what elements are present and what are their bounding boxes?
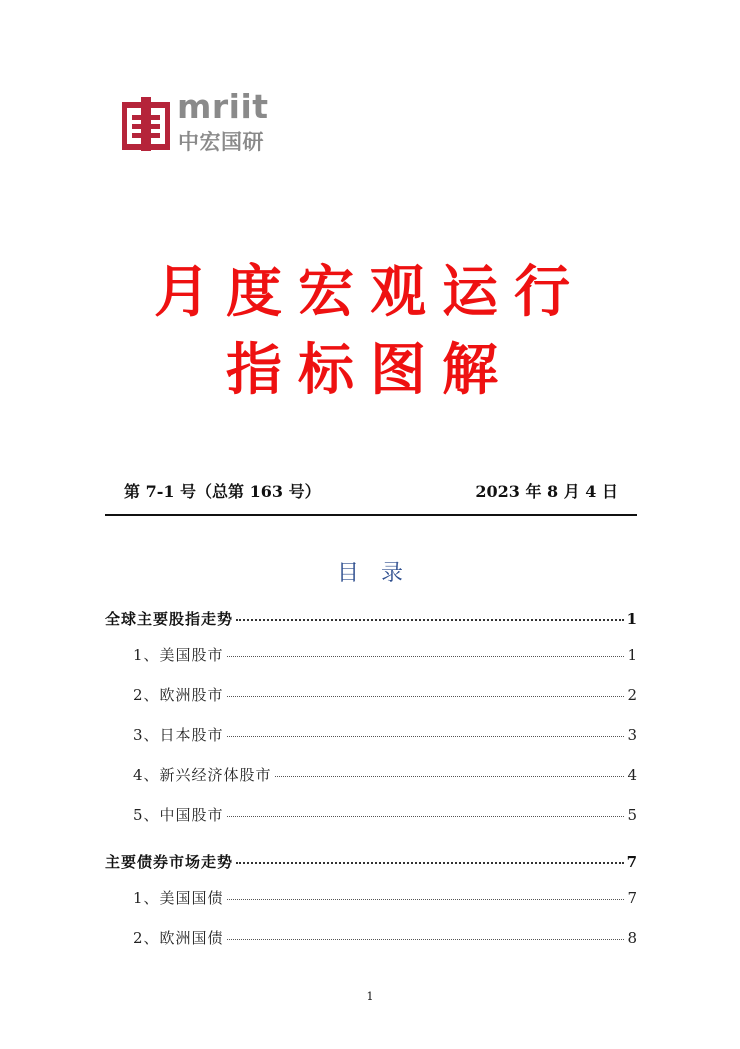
- toc-entry-page: 5: [627, 806, 637, 824]
- toc-entry-label: 2、欧洲国债: [133, 929, 224, 947]
- toc-leader: [227, 899, 625, 900]
- toc-entry[interactable]: [105, 608, 637, 630]
- toc-entry-page: 2: [627, 686, 637, 704]
- toc-leader: [227, 816, 625, 817]
- toc-title: 目录: [336, 561, 425, 586]
- report-title-line1: 月度宏观运行: [154, 260, 586, 325]
- toc-leader: [227, 736, 625, 737]
- toc-entry-label: 主要债券市场走势: [105, 853, 234, 871]
- toc-entry-page: 3: [627, 726, 637, 744]
- toc-entry[interactable]: [105, 927, 637, 949]
- toc-entry-page: 7: [626, 853, 637, 871]
- header-divider: [105, 514, 637, 516]
- issue-number: 第 7-1 号（总第 163 号）: [124, 482, 321, 501]
- toc-entry[interactable]: [105, 804, 637, 826]
- toc-entry-label: 1、美国股市: [133, 646, 224, 664]
- toc-entry-label: 1、美国国债: [133, 889, 224, 907]
- toc-entry-label: 3、日本股市: [133, 726, 224, 744]
- toc-entry-page: 1: [626, 610, 637, 628]
- toc-entry-page: 8: [627, 929, 637, 947]
- publish-date: 2023 年 8 月 4 日: [475, 482, 618, 501]
- logo-mark-icon: [122, 97, 170, 151]
- logo-text-cn: 中宏国研: [178, 130, 264, 154]
- page-number: 1: [366, 990, 374, 1003]
- logo: [122, 87, 282, 155]
- logo-text-en: mriit: [177, 87, 269, 126]
- toc-entry-page: 1: [627, 646, 637, 664]
- report-title-line2: 指标图解: [226, 338, 514, 403]
- toc-entry-page: 4: [627, 766, 637, 784]
- toc-entry-label: 5、中国股市: [133, 806, 224, 824]
- toc-entry[interactable]: [105, 724, 637, 746]
- toc-entry[interactable]: [105, 764, 637, 786]
- toc-leader: [275, 776, 625, 777]
- toc-entry-label: 4、新兴经济体股市: [133, 766, 272, 784]
- toc-leader: [236, 619, 624, 621]
- toc-entry-label: 全球主要股指走势: [105, 610, 234, 628]
- toc-entry[interactable]: [105, 684, 637, 706]
- toc-leader: [227, 696, 625, 697]
- toc-leader: [236, 862, 624, 864]
- toc-entry[interactable]: [105, 887, 637, 909]
- toc-entry[interactable]: [105, 851, 637, 873]
- toc-entry[interactable]: [105, 644, 637, 666]
- toc-entry-page: 7: [627, 889, 637, 907]
- toc-entry-label: 2、欧洲股市: [133, 686, 224, 704]
- toc-leader: [227, 656, 625, 657]
- toc-leader: [227, 939, 625, 940]
